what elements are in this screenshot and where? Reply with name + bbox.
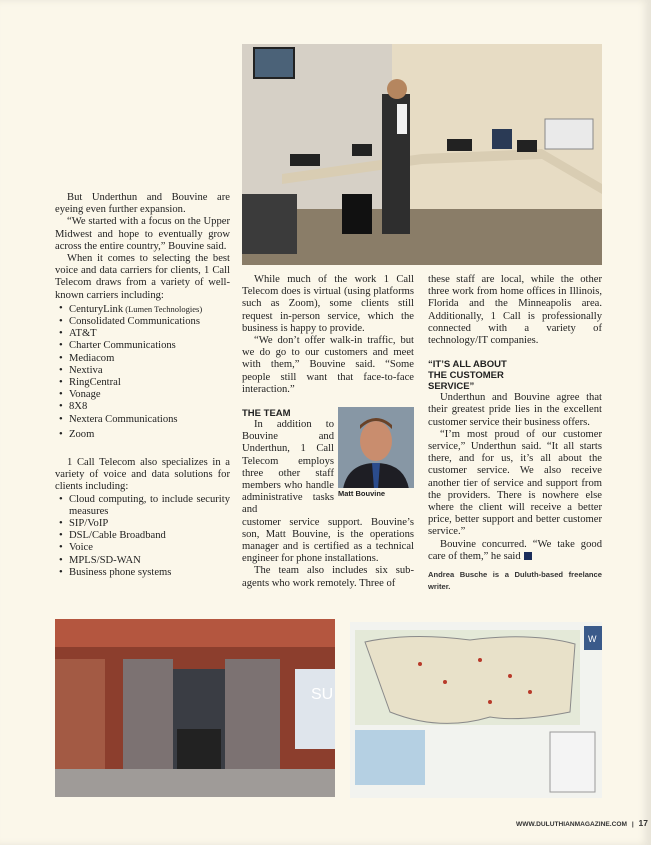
footer-url: WWW.DULUTHIANMAGAZINE.COM [516,821,627,828]
column-2 [242,274,414,590]
list-item: • Cloud computing, to include security measures [69,494,230,518]
footer-separator: | [631,821,634,828]
building-photo [55,619,335,797]
list-item: • MPLS/SD-WAN [69,555,230,567]
list-item: • AT&T [69,328,230,340]
col1-paragraph-4: 1 Call Telecom also specializes in a variety of voice and data solutions for clients including: [55,457,230,493]
office-photo-image [242,44,602,265]
list-item: • Nextiva [69,365,230,377]
building-image [55,619,335,797]
col3-paragraph-1: these staff are local, while the other three work from home offices in Illinois, Florida and the Minneapolis area. Additionally, 1 Call is professionally connected with a variety of technology/IT companies. [428,274,602,347]
col1-paragraph-3: When it comes to selecting the best voice and data carriers for clients, 1 Call Telecom draws from a variety of well-known carriers including: [55,253,230,301]
col2-paragraph-4: The team also includes six sub-agents who work remotely. Three of [242,565,414,589]
list-item: • Mediacom [69,353,230,365]
list-item: • Vonage [69,389,230,401]
list-item: • Consolidated Communications [69,316,230,328]
matt-bouvine-photo [338,407,414,499]
col3-paragraph-3: “I’m most proud of our customer service,” Underthun said. “It all starts there, and for us, it’s all about the customer service. We also receive another tier of service and support from the providers. There is nowhere else where the client will receive a better price, better support and better customer service.” [428,428,602,538]
col2-paragraph-2: “We don’t offer walk-in traffic, but we do go to our customers and meet with them,” Bouvine said. “Some people still want that face-to-face interaction.” [242,335,414,395]
col2-paragraph-3b: customer service support. Bouvine’s son, Matt Bouvine, is the operations manager and is certified as a technical engineer for phone installations. [242,516,414,565]
list-item: • Nextera Communications [69,414,230,426]
list-item: • 8X8 [69,401,230,413]
list-item: • DSL/Cable Broadband [69,530,230,542]
carriers-list [55,303,230,441]
page-number: 17 [638,818,648,828]
map-sign-text: W [588,634,597,644]
list-item: • Voice [69,542,230,554]
office-photo [242,44,602,265]
map-image [350,622,602,798]
map-photo [350,622,602,798]
col2-paragraph-3a: In addition to Bouvine and Underthun, 1 Call Telecom employs three other staff members who handle administrative tasks and [242,419,334,516]
customer-service-heading: “IT’S ALL ABOUT THE CUSTOMER SERVICE” [428,359,507,393]
author-byline: Andrea Busche is a Duluth-based freelance writer. [428,570,602,592]
col3-paragraph-2: Underthun and Bouvine agree that their greatest pride lies in the excellent customer service their business offers. [428,392,602,428]
the-team-heading: THE TEAM [242,408,291,420]
list-item: • Business phone systems [69,567,230,579]
list-item: • SIP/VoIP [69,518,230,530]
photo-caption: Matt Bouvine [338,488,414,499]
team-wrap [242,419,414,590]
page-footer [516,818,648,828]
end-mark-icon [524,552,532,560]
list-item: • CenturyLink (Lumen Technologies) [69,303,230,316]
column-3 [428,274,602,593]
portrait-image [338,407,414,489]
list-item: • Zoom [69,429,230,441]
column-1 [55,192,230,579]
sign-text: SU [311,686,334,703]
col1-paragraph-1: But Underthun and Bouvine are eyeing even further expansion. [55,192,230,216]
list-item: • RingCentral [69,377,230,389]
col1-paragraph-2: “We started with a focus on the Upper Midwest and hope to eventually grow across the entire country,” Bouvine said. [55,216,230,252]
list-item: • Charter Communications [69,340,230,352]
col2-paragraph-1: While much of the work 1 Call Telecom does is virtual (using platforms such as Zoom), some clients still request in-person service, which the business is happy to provide. [242,274,414,334]
solutions-list [55,494,230,579]
col3-paragraph-4: Bouvine concurred. “We take good care of them,” he said [428,538,602,562]
